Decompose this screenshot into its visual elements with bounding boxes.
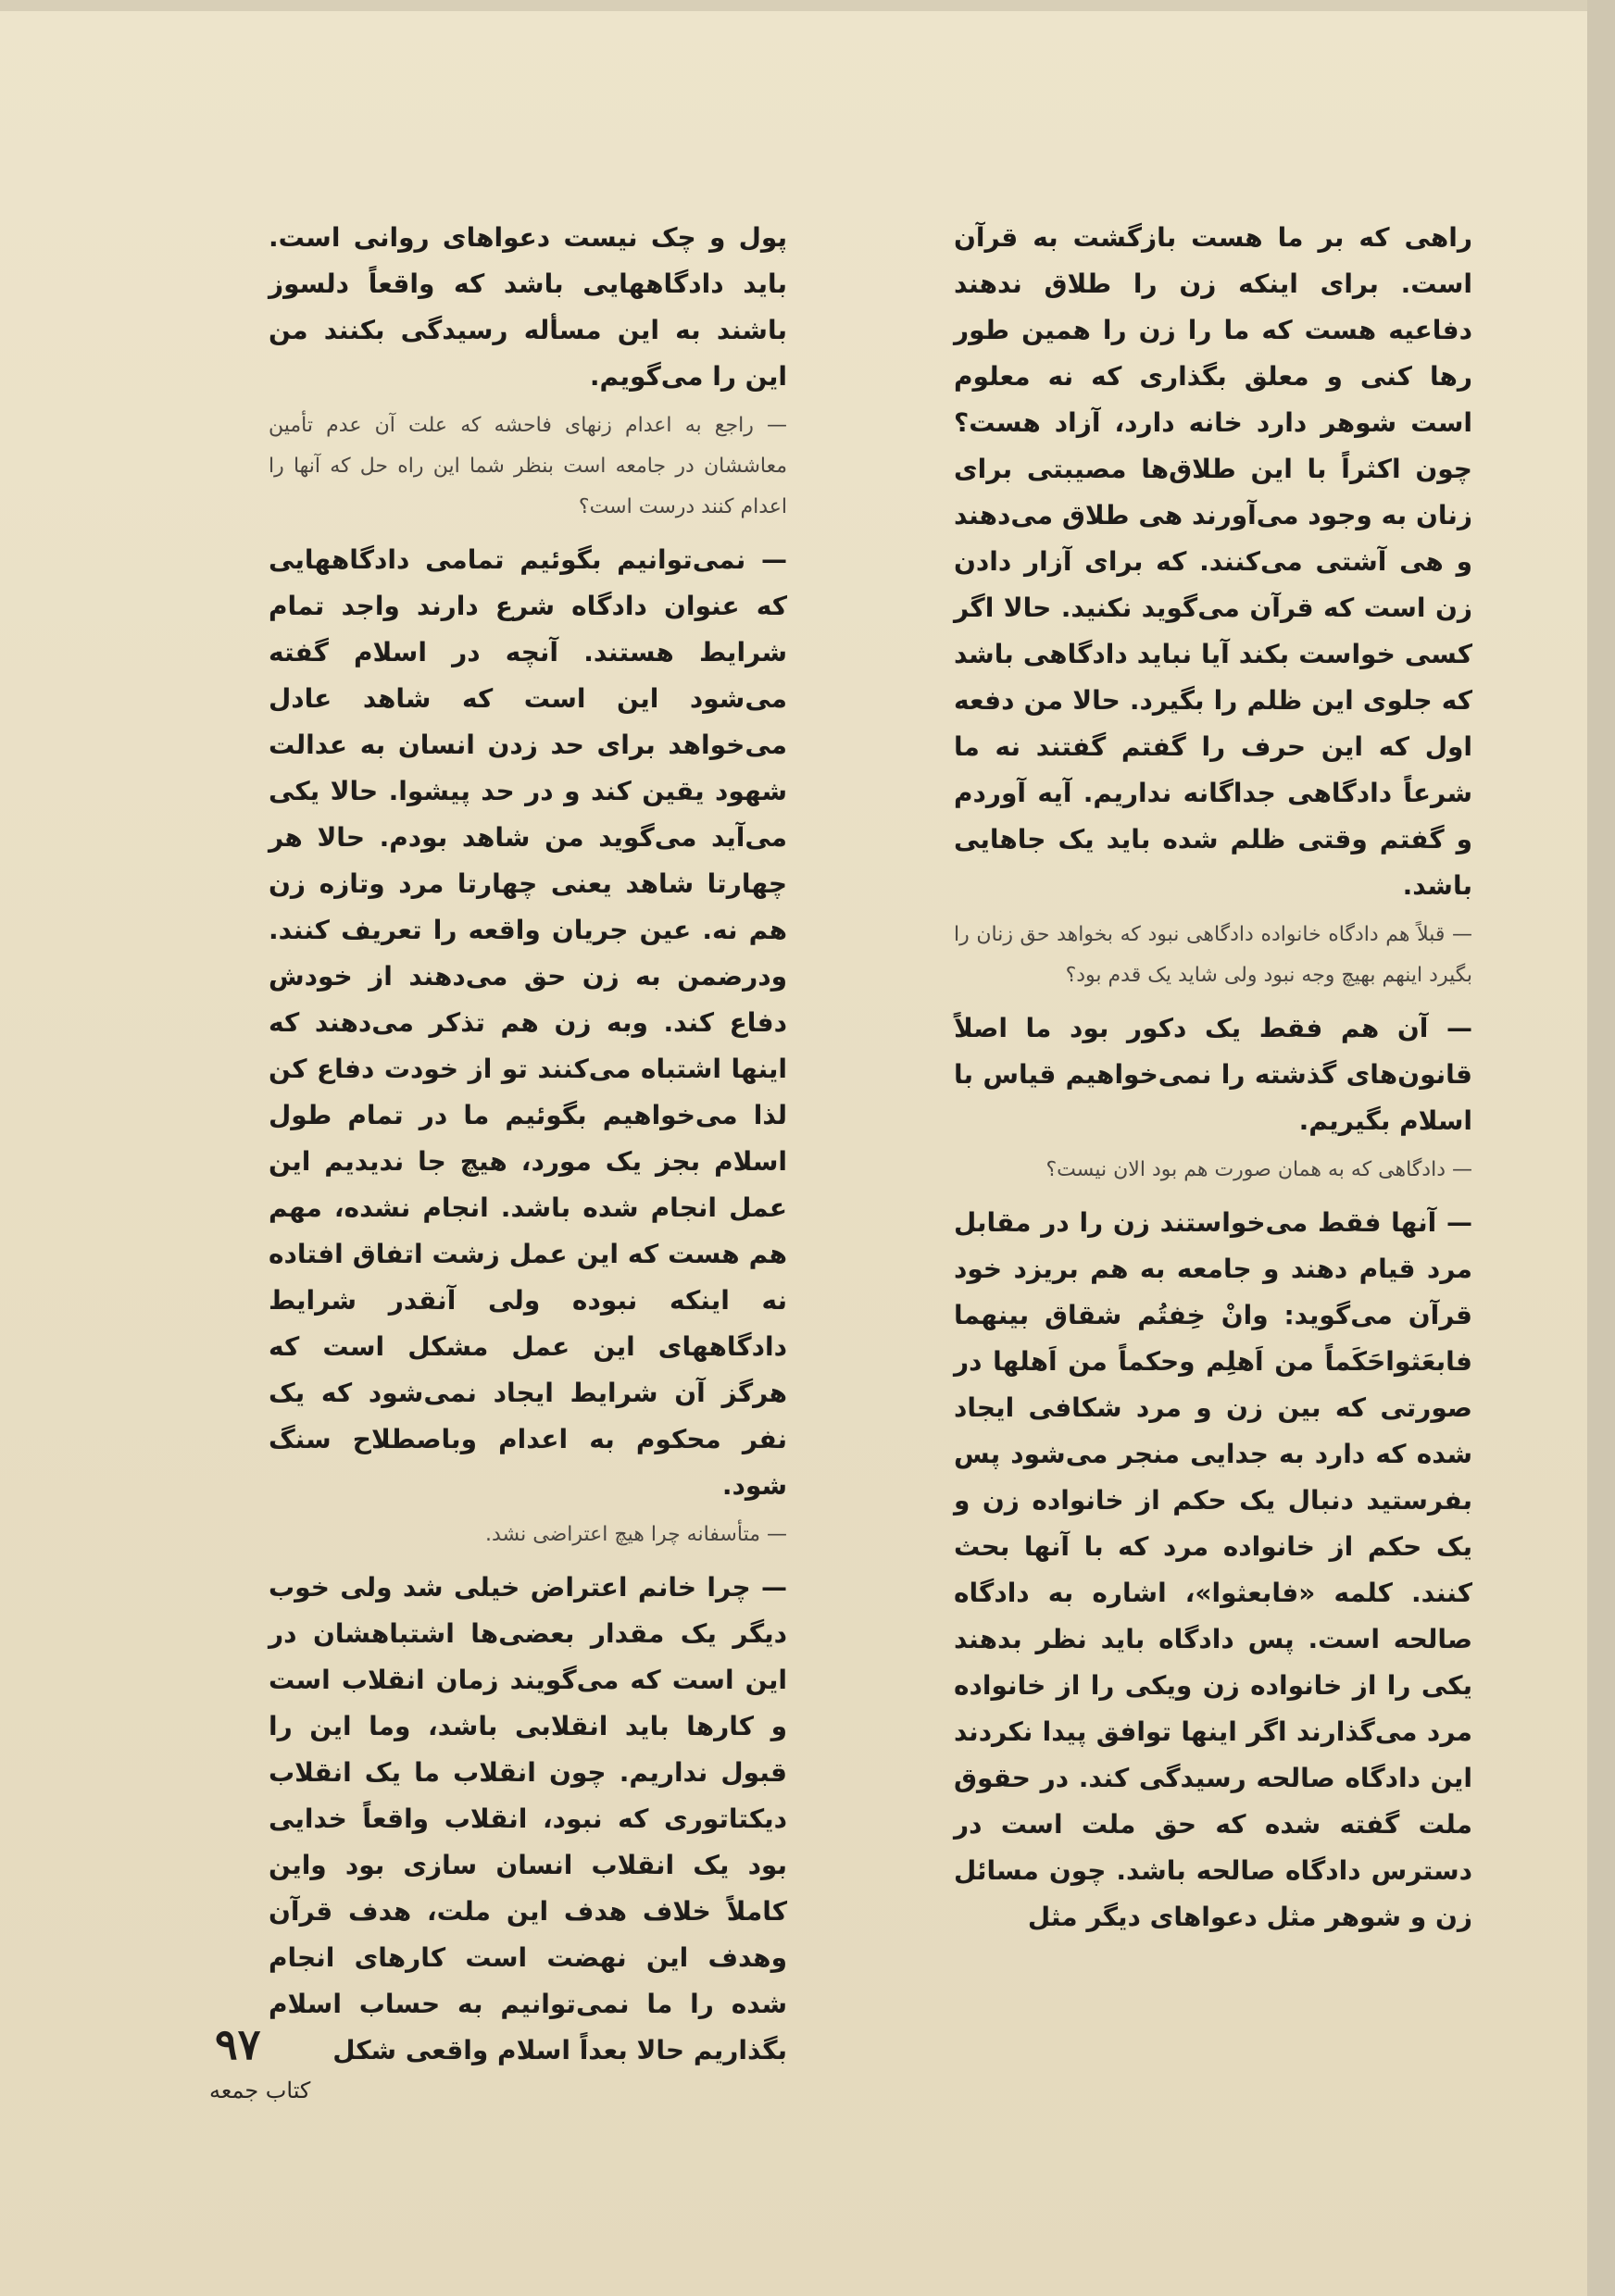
paragraph: پول و چک نیست دعواهای روانی است. باید دادگاههایی باشد که واقعاً دلسوز باشند به این مسأله رسیدگی بکنند من این را می‌گویم. xyxy=(269,222,787,392)
interview-question: — متأسفانه چرا هیچ اعتراضی نشد. xyxy=(484,1523,787,1546)
scan-top-edge xyxy=(0,0,1615,11)
interview-question: — قبلاً هم دادگاه خانواده دادگاهی نبود که بخواهد حق زنان را بگیرد اینهم بهیچ وجه نبود ولی شاید یک قدم بود؟ xyxy=(954,923,1472,987)
page-number: ۹۷ xyxy=(215,2019,261,2069)
scan-right-edge xyxy=(1587,0,1615,2296)
paragraph: — آنها فقط می‌خواستند زن را در مقابل مرد قیام دهند و جامعه به هم بریزد خود قرآن می‌گوید: وانْ خِفتُم شقاق بینهما فابعَثواحَکَماً من اَهلِم وحکماً من اَهلها در صورتی که بین زن و مرد شکافی ایجاد شده که دارد به جدایی منجر می‌شود پس بفرستید دنبال یک حکم از خانواده زن و یک حکم از خانواده مرد که با آنها بحث کنند. کلمه «فابعثوا»، اشاره به دادگاه صالحه است. پس دادگاه باید نظر بدهند یکی را از خانواده زن ویکی را از خانواده مرد می‌گذارند اگر اینها توافق پیدا نکردند این دادگاه صالحه رسیدگی کند. در حقوق ملت گفته شده که حق ملت است در دسترس دادگاه صالحه باشد. چون مسائل زن و شوهر مثل دعواهای دیگر مثل xyxy=(954,1207,1472,1932)
magazine-name: کتاب جمعه xyxy=(209,2078,311,2103)
paragraph: — نمی‌توانیم بگوئیم تمامی دادگاههایی که عنوان دادگاه شرع دارند واجد تمام شرایط هستند. آنچه در اسلام گفته می‌شود این است که شاهد عادل می‌خواهد برای حد زدن انسان به عدالت شهود یقین کند و در حد پیشوا. حالا یکی می‌آید می‌گوید من شاهد بودم. حالا هر چهارتا شاهد یعنی چهارتا مرد وتازه زن هم نه. عین جریان واقعه را تعریف کنند. ودرضمن به زن حق می‌دهند از خودش دفاع کند. وبه زن هم تذکر می‌دهند که اینها اشتباه می‌کنند تو از خودت دفاع کن لذا می‌خواهیم بگوئیم ما در تمام طول اسلام بجز یک مورد، هیچ جا ندیدیم این عمل انجام شده باشد. انجام نشده، مهم هم هست که این عمل زشت اتفاق افتاده نه اینکه نبوده ولی آنقدر شرایط دادگاههای این عمل مشکل است که هرگز آن شرایط ایجاد نمی‌شود که یک نفر محکوم به اعدام وباصطلاح سنگ شود. xyxy=(269,544,787,1501)
right-text-column xyxy=(954,215,1472,2020)
interview-question: — دادگاهی که به همان صورت هم بود الان نیست؟ xyxy=(1045,1158,1472,1181)
interview-question: — راجع به اعدام زنهای فاحشه که علت آن عدم تأمین معاششان در جامعه است بنظر شما این راه حل که آنها را اعدام کنند درست است؟ xyxy=(269,414,787,518)
paragraph: — چرا خانم اعتراض خیلی شد ولی خوب دیگر یک مقدار بعضی‌ها اشتباهشان در این است که می‌گویند زمان انقلاب است و کارها باید انقلابی باشد، وما این را قبول نداریم. چون انقلاب ما یک انقلاب دیکتاتوری که نبود، انقلاب واقعاً خدایی بود یک انقلاب انسان سازی بود واین کاملاً خلاف هدف این ملت، هدف قرآن وهدف این نهضت است کارهای انجام شده را ما نمی‌توانیم به حساب اسلام بگذاریم حالا بعداً اسلام واقعی شکل xyxy=(269,1572,787,2065)
left-text-column xyxy=(269,215,787,2065)
paragraph: — آن هم فقط یک دکور بود ما اصلاً قانون‌های گذشته را نمی‌خواهیم قیاس با اسلام بگیریم. xyxy=(954,1013,1472,1136)
paragraph: راهی که بر ما هست بازگشت به قرآن است. برای اینکه زن را طلاق ندهند دفاعیه هست که ما را زن را همین طور رها کنی و معلق بگذاری که نه معلوم است شوهر دارد خانه دارد، آزاد هست؟ چون اکثراً با این طلاق‌ها مصیبتی برای زنان به وجود می‌آورند هی طلاق می‌دهند و هی آشتی می‌کنند. که برای آزار دادن زن است که قرآن می‌گوید نکنید. حالا اگر کسی خواست بکند آیا نباید دادگاهی باشد که جلوی این ظلم را بگیرد. حالا من دفعه اول که این حرف را گفتم گفتند نه ما شرعاً دادگاهی جداگانه نداریم. آیه آوردم و گفتم وقتی ظلم شده باید یک جاهایی باشد. xyxy=(954,222,1472,901)
